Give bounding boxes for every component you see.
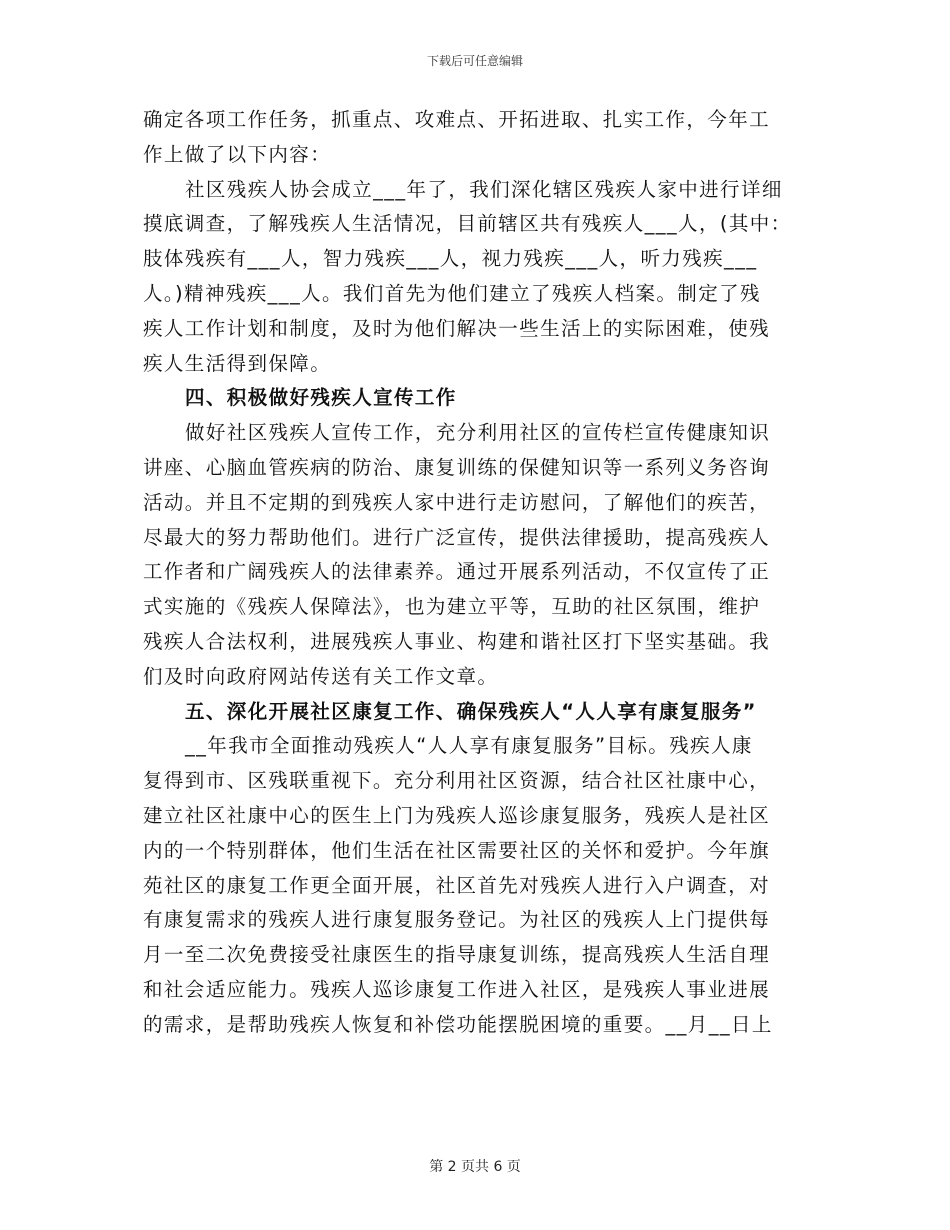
section-heading-4: 四、积极做好残疾人宣传工作 xyxy=(185,386,457,410)
text-line: 社区残疾人协会成立___年了，我们深化辖区残疾人家中进行详细 xyxy=(185,177,783,201)
text-line: 作上做了以下内容： xyxy=(143,142,332,166)
text-line: 残疾人合法权利，进展残疾人事业、构建和谐社区打下坚实基础。我 xyxy=(143,629,771,653)
text-line: 尽最大的努力帮助他们。进行广泛宣传，提供法律援助，提高残疾人 xyxy=(143,525,771,549)
text-line: 疾人生活得到保障。 xyxy=(143,351,332,375)
text-line: 疾人工作计划和制度，及时为他们解决一些生活上的实际困难，使残 xyxy=(143,316,771,340)
text-line: 有康复需求的残疾人进行康复服务登记。为社区的残疾人上门提供每 xyxy=(143,908,771,932)
text-line: 式实施的《残疾人保障法》，也为建立平等，互助的社区氛围，维护 xyxy=(143,595,761,619)
text-line: 摸底调查，了解残疾人生活情况，目前辖区共有残疾人___人，(其中： xyxy=(143,212,792,236)
text-line: 的需求，是帮助残疾人恢复和补偿功能摆脱困境的重要。__月__日上 xyxy=(143,1012,773,1036)
text-line: 确定各项工作任务，抓重点、攻难点、开拓进取、扎实工作，今年工 xyxy=(143,108,771,131)
page-header: 下载后可任意编辑 xyxy=(426,54,523,68)
text-line: 建立社区社康中心的医生上门为残疾人巡诊康复服务，残疾人是社区 xyxy=(143,803,771,827)
text-line: 复得到市、区残联重视下。充分利用社区资源，结合社区社康中心， xyxy=(143,769,771,793)
text-line: 月一至二次免费接受社康医生的指导康复训练，提高残疾人生活自理 xyxy=(143,943,771,967)
text-line: 活动。并且不定期的到残疾人家中进行走访慰问，了解他们的疾苦， xyxy=(143,490,771,514)
text-line: 做好社区残疾人宣传工作，充分利用社区的宣传栏宣传健康知识 xyxy=(185,421,771,445)
text-line: __年我市全面推动残疾人“人人享有康复服务”目标。残疾人康 xyxy=(185,734,753,758)
text-line: 内的一个特别群体，他们生活在社区需要社区的关怀和爱护。今年旗 xyxy=(143,838,771,862)
text-line: 人。)精神残疾___人。我们首先为他们建立了残疾人档案。制定了残 xyxy=(143,281,761,305)
text-line: 肢体残疾有___人，智力残疾___人，视力残疾___人，听力残疾___ xyxy=(143,247,758,271)
text-line: 们及时向政府网站传送有关工作文章。 xyxy=(143,664,499,688)
text-line: 苑社区的康复工作更全面开展，社区首先对残疾人进行入户调查，对 xyxy=(143,873,771,897)
page-footer: 第 2 页共 6 页 xyxy=(429,1159,521,1175)
text-line: 讲座、心脑血管疾病的防治、康复训练的保健知识等一系列义务咨询 xyxy=(143,455,771,479)
text-line: 和社会适应能力。残疾人巡诊康复工作进入社区，是残疾人事业进展 xyxy=(143,977,771,1001)
section-heading-5: 五、深化开展社区康复工作、确保残疾人“人人享有康复服务” xyxy=(185,699,757,723)
text-line: 工作者和广阔残疾人的法律素养。通过开展系列活动，不仅宣传了正 xyxy=(143,560,771,584)
document-body xyxy=(143,103,813,1043)
